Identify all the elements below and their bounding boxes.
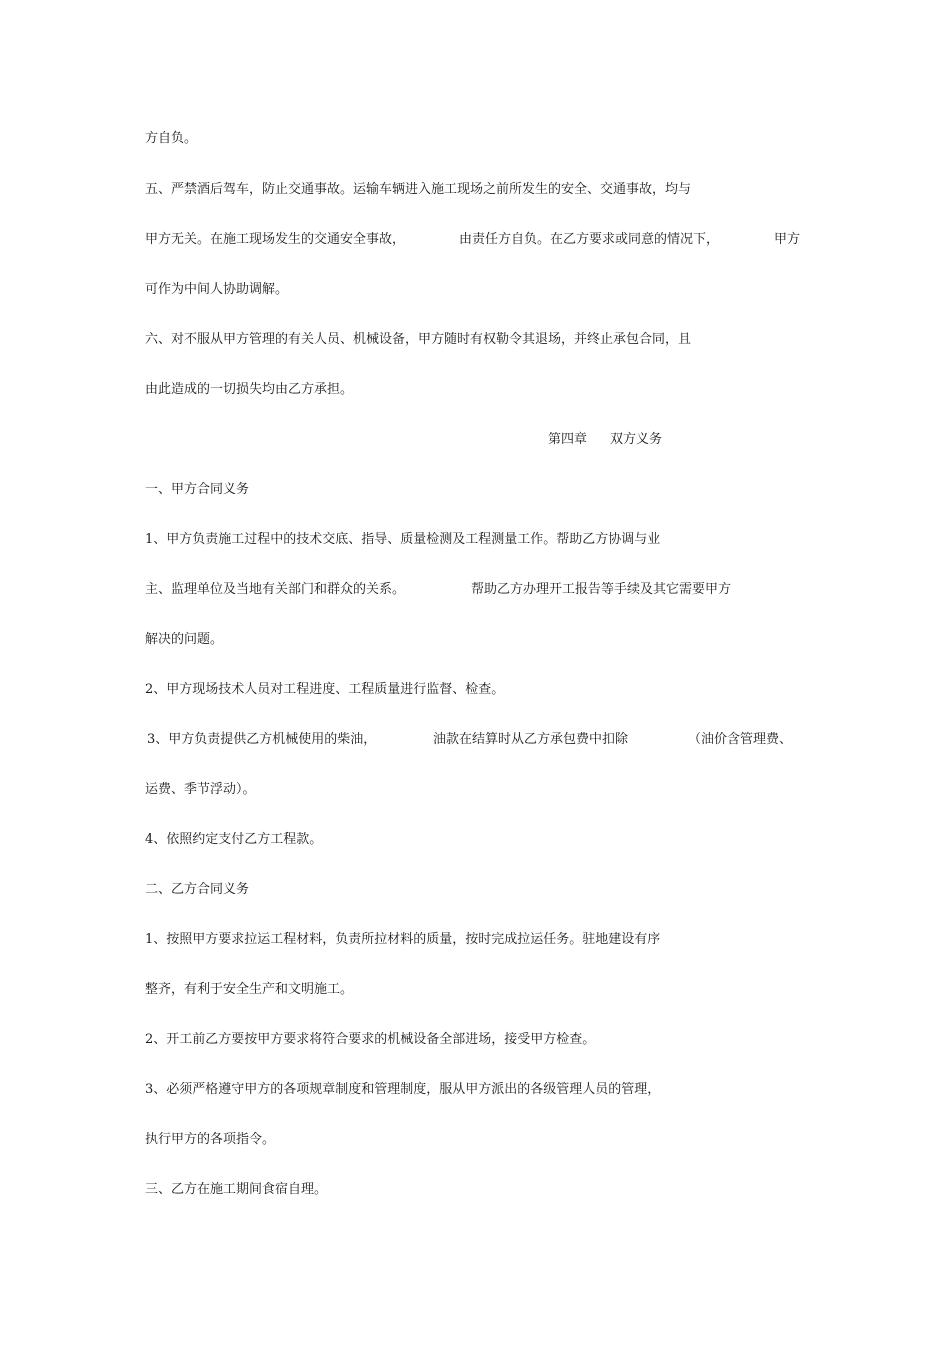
text-line: 甲方无关。在施工现场发生的交通安全事故， bbox=[145, 232, 406, 247]
text-line: 1、按照甲方要求拉运工程材料，负责所拉材料的质量，按时完成拉运任务。驻地建设有序 bbox=[145, 932, 661, 947]
text-line: 运费、季节浮动）。 bbox=[145, 782, 256, 797]
chapter-heading: 第四章 bbox=[548, 432, 588, 447]
text-line: 甲方 bbox=[774, 232, 801, 247]
text-line: 1、甲方负责施工过程中的技术交底、指导、质量检测及工程测量工作。帮助乙方协调与业 bbox=[145, 532, 661, 547]
text-line: 整齐，有利于安全生产和文明施工。 bbox=[145, 982, 354, 997]
text-line: 3、甲方负责提供乙方机械使用的柴油， bbox=[147, 732, 377, 747]
section-heading: 一、甲方合同义务 bbox=[145, 482, 250, 497]
text-line: 方自负。 bbox=[145, 131, 198, 146]
text-line: 3、必须严格遵守甲方的各项规章制度和管理制度，服从甲方派出的各级管理人员的管理， bbox=[145, 1082, 661, 1097]
text-line: 五、严禁酒后驾车，防止交通事故。运输车辆进入施工现场之前所发生的安全、交通事故，均与 bbox=[145, 182, 692, 197]
text-line: 解决的问题。 bbox=[145, 632, 224, 647]
text-line: （油价含管理费、 bbox=[688, 732, 793, 747]
text-line: 执行甲方的各项指令。 bbox=[145, 1132, 276, 1147]
text-line: 六、对不服从甲方管理的有关人员、机械设备，甲方随时有权勒令其退场，并终止承包合同，且 bbox=[145, 332, 692, 347]
text-line: 4、依照约定支付乙方工程款。 bbox=[145, 832, 323, 847]
text-line: 2、开工前乙方要按甲方要求将符合要求的机械设备全部进场，接受甲方检查。 bbox=[145, 1032, 596, 1047]
text-line: 由责任方自负。在乙方要求或同意的情况下， bbox=[459, 232, 720, 247]
text-line: 2、甲方现场技术人员对工程进度、工程质量进行监督、检查。 bbox=[145, 682, 505, 697]
text-line: 可作为中间人协助调解。 bbox=[145, 282, 289, 297]
text-line: 油款在结算时从乙方承包费中扣除 bbox=[433, 732, 629, 747]
text-line: 由此造成的一切损失均由乙方承担。 bbox=[145, 382, 354, 397]
text-line: 主、监理单位及当地有关部门和群众的关系。 bbox=[145, 582, 406, 597]
section-heading: 三、乙方在施工期间食宿自理。 bbox=[145, 1182, 328, 1197]
text-line: 帮助乙方办理开工报告等手续及其它需要甲方 bbox=[471, 582, 732, 597]
section-heading: 二、乙方合同义务 bbox=[145, 882, 250, 897]
chapter-title: 双方义务 bbox=[610, 432, 663, 447]
